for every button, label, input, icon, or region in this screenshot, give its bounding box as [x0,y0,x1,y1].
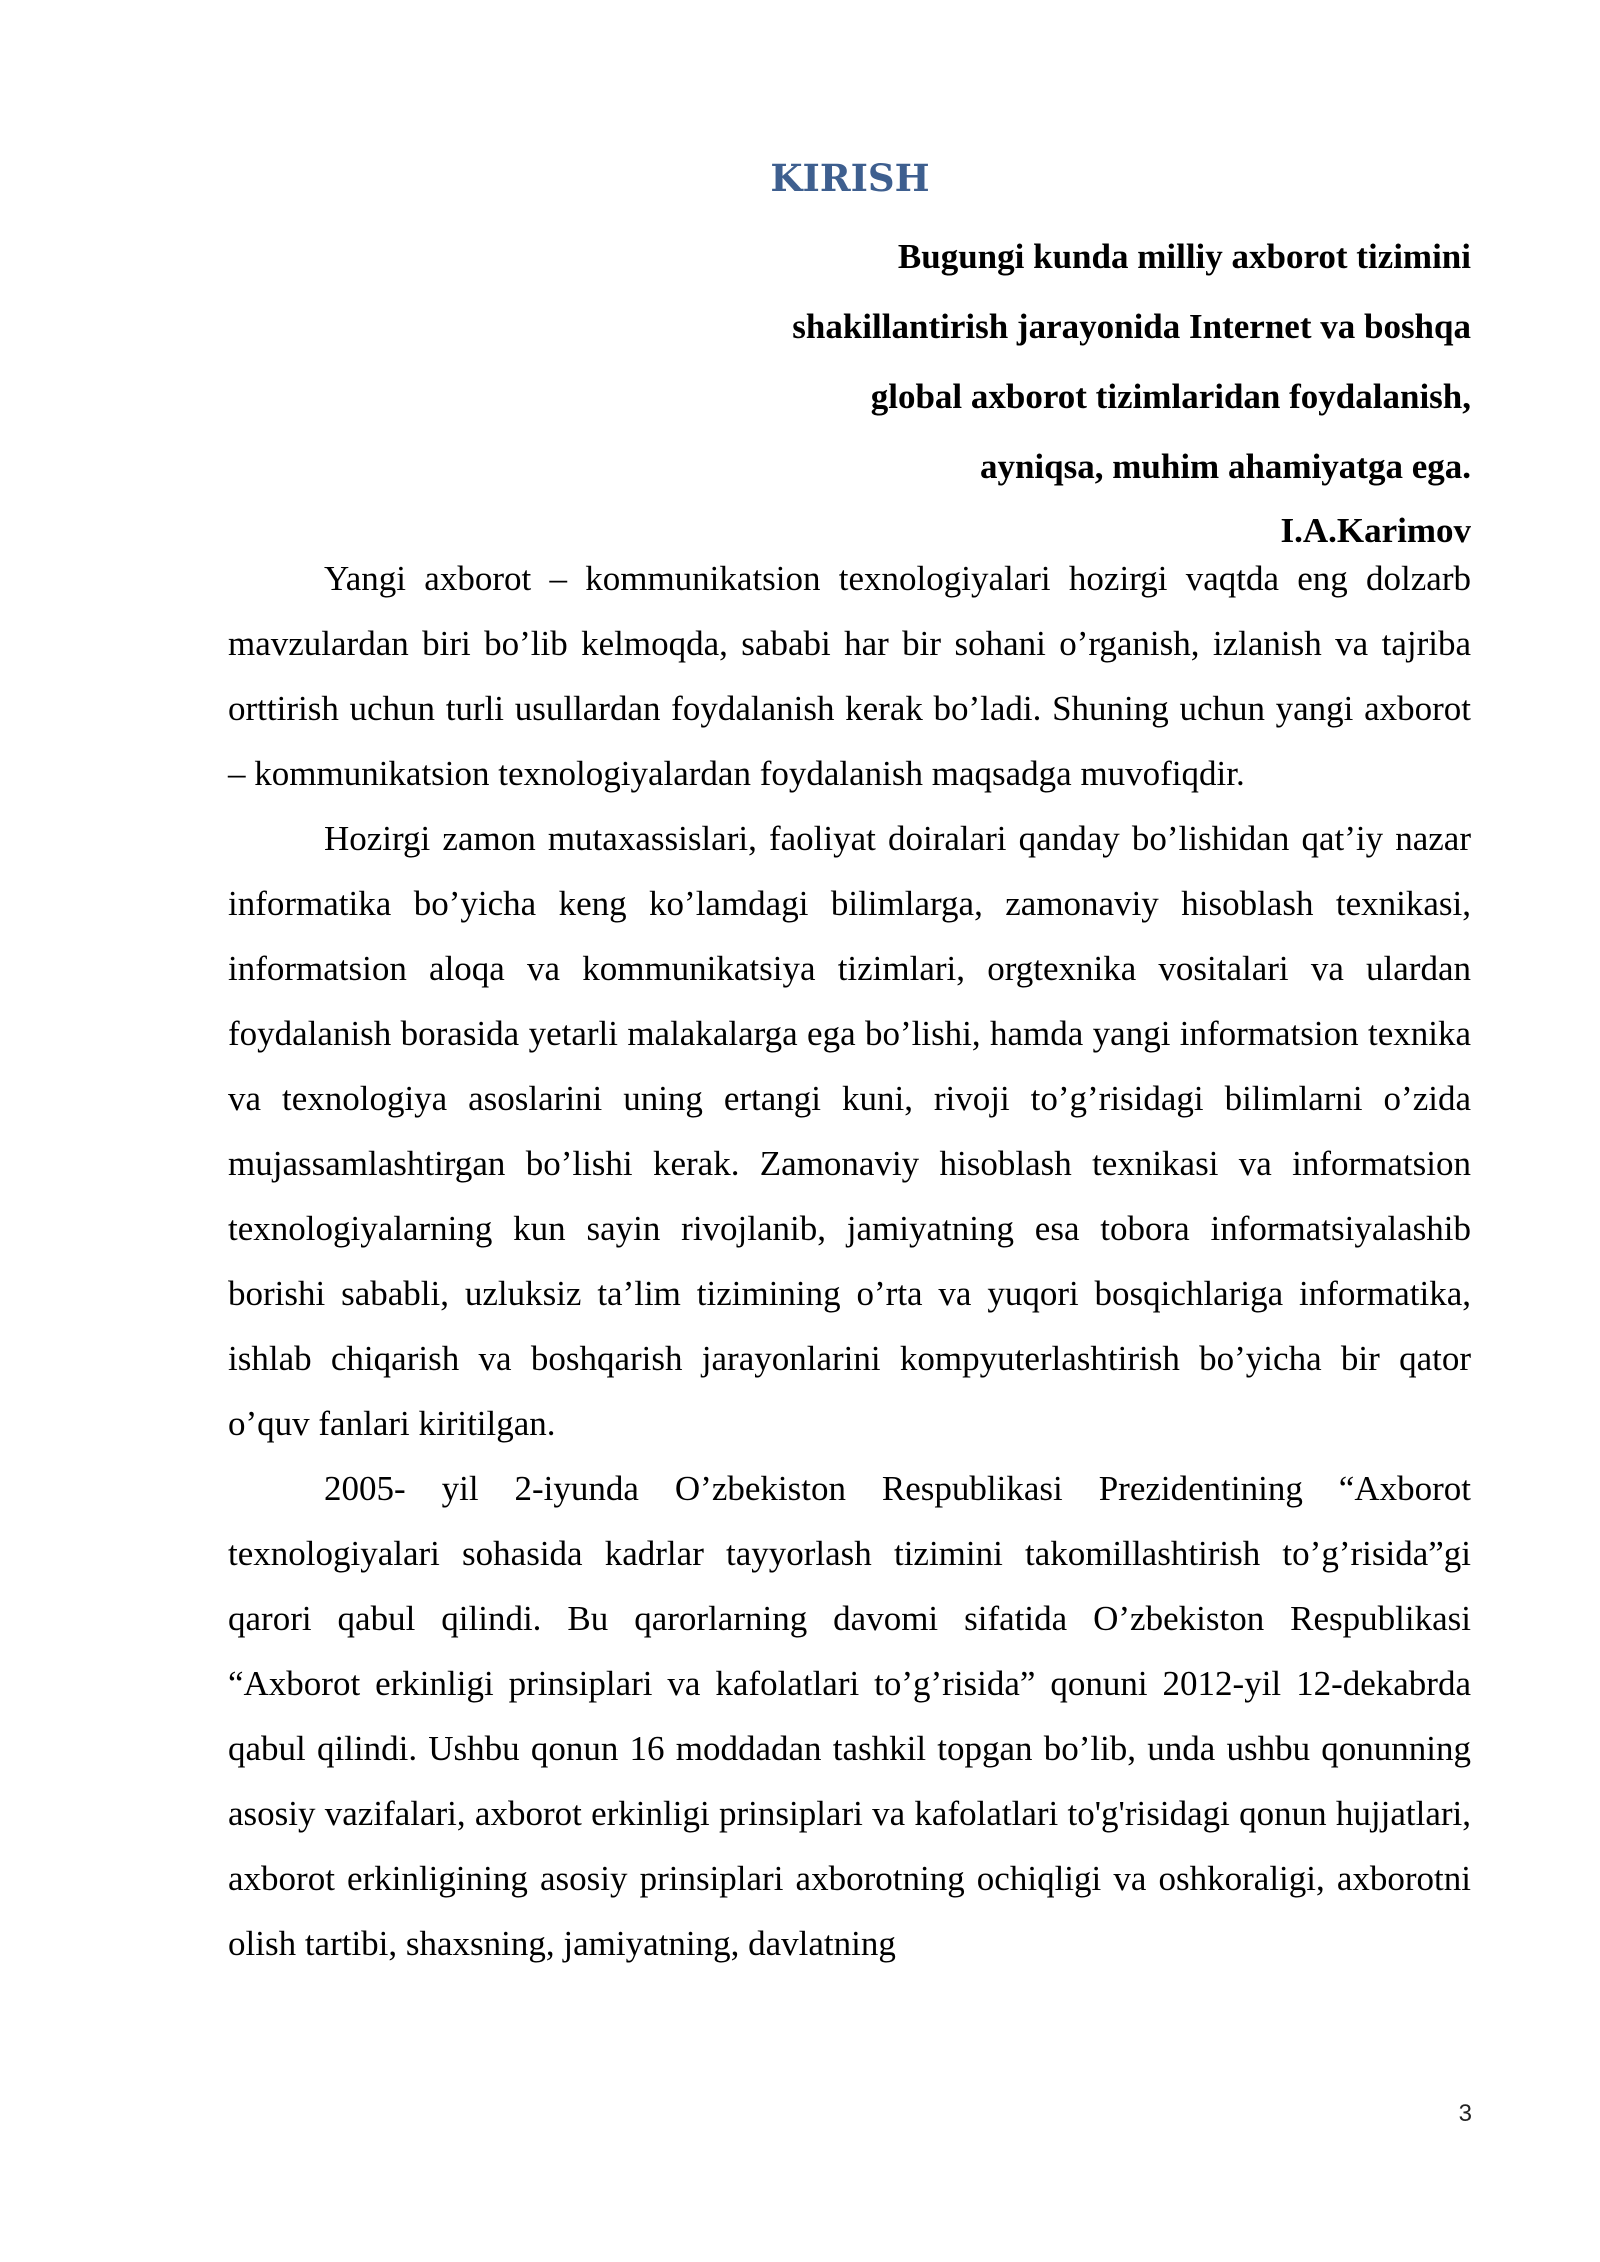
page-number: 3 [1458,2100,1472,2127]
paragraph: 2005- yil 2-iyunda O’zbekiston Respublikasi Prezidentining “Axborot texnologiyalari sohasida kadrlar tayyorlash tizimini takomillashtirish to’g’risida”gi qarori qabul qilindi. Bu qarorlarning davomi sifatida O’zbekiston Respublikasi “Axborot erkinligi prinsiplari va kafolatlari to’g’risida” qonuni 2012-yil 12-dekabrda qabul qilindi. Ushbu qonun 16 moddadan tashkil topgan bo’lib, unda ushbu qonunning asosiy vazifalari, axborot erkinligi prinsiplari va kafolatlari to'g'risidagi qonun hujjatlari, axborot erkinligining asosiy prinsiplari axborotning ochiqligi va oshkoraligi, axborotni olish tartibi, shaxsning, jamiyatning, davlatning [228,1469,1471,1963]
paragraph: Hozirgi zamon mutaxassislari, faoliyat doiralari qanday bo’lishidan qat’iy nazar informatika bo’yicha keng ko’lamdagi bilimlarga, zamonaviy hisoblash texnikasi, informatsion aloqa va kommunikatsiya tizimlari, orgtexnika vositalari va ulardan foydalanish borasida yetarli malakalarga ega bo’lishi, hamda yangi informatsion texnika va texnologiya asoslarini uning ertangi kuni, rivoji to’g’risidagi bilimlarni o’zida mujassamlashtirgan bo’lishi kerak. Zamonaviy hisoblash texnikasi va informatsion texnologiyalarning kun sayin rivojlanib, jamiyatning esa tobora informatsiyalashib borishi sababli, uzluksiz ta’lim tizimining o’rta va yuqori bosqichlariga informatika, ishlab chiqarish va boshqarish jarayonlarini kompyuterlashtirish bo’yicha bir qator o’quv fanlari kiritilgan. [228,819,1471,1443]
epigraph-line: Bugungi kunda milliy axborot tizimini [897,237,1471,276]
epigraph-line: shakillantirish jarayonida Internet va boshqa [792,307,1471,346]
epigraph-line: global axborot tizimlaridan foydalanish, [870,377,1471,416]
body-text [228,546,1471,1976]
epigraph-author: I.A.Karimov [1280,511,1471,550]
section-heading: KIRISH [770,156,930,200]
paragraph: Yangi axborot – kommunikatsion texnologiyalari hozirgi vaqtda eng dolzarb mavzulardan biri bo’lib kelmoqda, sababi har bir sohani o’rganish, izlanish va tajriba orttirish uchun turli usullardan foydalanish kerak bo’ladi. Shuning uchun yangi axborot – kommunikatsion texnologiyalardan foydalanish maqsadga muvofiqdir. [228,559,1471,793]
epigraph-line: ayniqsa, muhim ahamiyatga ega. [979,447,1471,486]
epigraph [700,222,1471,502]
